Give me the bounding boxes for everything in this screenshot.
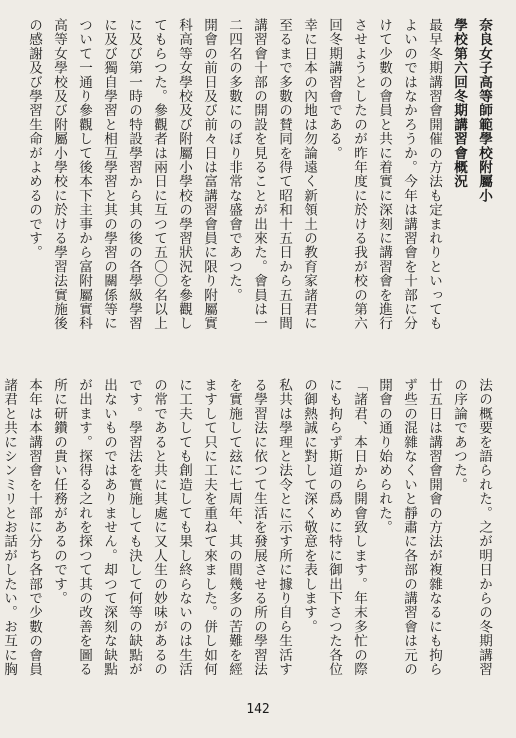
article-heading: 奈良女子高等師範學校附屬小 bbox=[476, 18, 492, 203]
paragraph: 最早冬期講習會開催の方法も定まれりといってもよいのではなかろうか。今年は講習會を十部に分けて少數の會員と共に着實に深刻に講習會を進行させようとしたのが昨年度に於ける我が校の第六回冬期講習會である。 bbox=[326, 18, 442, 331]
paragraph: 幸に日本の內地は勿論遠く新領土の教育家諸君に至るまで多數の賛同を得て昭和十五日から五日間講習會十部の開設を見ることが出來た。會員は一二四名の多數にのぼり非常な盛會であつた。 bbox=[226, 18, 317, 331]
paragraph: 私共は學理と法令とに示す所に據り自ら生活する學習法に依つて生活を發展させる所の學習法を實施して玆に七周年、其の間幾多の苦難を經ますして只に工夫を重ねて來ました。併し如何に工夫しても創造しても果し終らないのは生活の常であると共に其處に又人生の妙味があるのです。學習法を實施しても決して何等の缺點が出ないものではありません。却つて深刻な缺點が出ます。探得る之れを探つて其の改善を圖る所に研鑽の貴い任務があるのです。 bbox=[51, 378, 292, 677]
page-number: 142 bbox=[246, 702, 270, 717]
paragraph: 開會の前日及び前々日は富講習會員に限り附屬實科高等女學校及び附屬小學校の學習狀況を參觀してもらつた。參觀者は兩日に互つて五〇〇名以上に及び第一時の特設學習から其の後の各學級學習に及び獨自學習と相互學習と其の學習の關係等について一通り參觀して後本下主事から富附屬實科高等女學校及び附屬小學校に於ける學習法實施後の感謝及び學習生命がよめるのです。 bbox=[26, 18, 217, 331]
lower-text-block bbox=[1, 378, 496, 690]
article-subheading: 學校第六回冬期講習會概況 bbox=[451, 18, 467, 189]
paragraph: 本年は本講習會を十部に分ち各部で少數の會員諸君と共にシンミリとお話がしたい。お互に胸 bbox=[1, 378, 42, 677]
paragraph: 法の概要を語られた。之が明日からの冬期講習の序論であつた。 bbox=[451, 378, 492, 677]
paragraph: 廿五日は講習會開會の方法が複雜なるにも拘らず些の混雜なくいと靜肅に各部の講習會は元の開會の通り始められた。 bbox=[376, 378, 442, 677]
upper-text-block bbox=[26, 18, 496, 340]
paragraph: 「諸君、本日から開會致します。年末多忙の際にも拘らず斯道の爲めに特に御出下さつた各位の御熱誠に對して深く敬意を表します。 bbox=[301, 378, 367, 677]
